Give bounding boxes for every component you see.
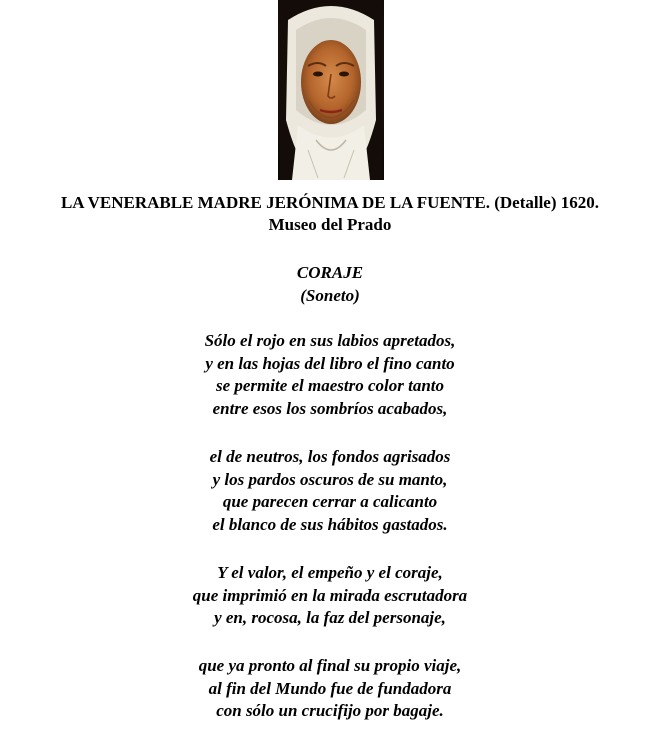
verse: se permite el maestro color tanto: [215, 376, 445, 395]
verse: y los pardos oscuros de su manto,: [212, 469, 448, 489]
verse: entre esos los sombríos acabados,: [212, 398, 448, 418]
stanza-4: [0, 655, 660, 723]
verse: y en, rocosa, la faz del personaje,: [214, 608, 446, 627]
verse: al fin del Mundo fue de fundadora: [208, 678, 452, 698]
verse: que parecen cerrar a calicanto: [222, 492, 438, 511]
poem-subtitle: (Soneto): [300, 286, 360, 305]
stanza-1: [0, 330, 660, 420]
verse: y en las hojas del libro el fino canto: [205, 353, 455, 373]
verse: el blanco de sus hábitos gastados.: [212, 514, 448, 534]
verse: con sólo un crucifijo por bagaje.: [216, 701, 444, 720]
verse: Sólo el rojo en sus labios apretados,: [204, 331, 456, 350]
verse: Y el valor, el empeño y el coraje,: [217, 563, 443, 582]
verse: el de neutros, los fondos agrisados: [209, 447, 451, 466]
portrait-image: [278, 0, 384, 180]
stanza-3: [0, 562, 660, 630]
poem-title: CORAJE: [296, 263, 364, 282]
verse: que imprimió en la mirada escrutadora: [192, 585, 468, 605]
verse: que ya pronto al final su propio viaje,: [198, 656, 462, 675]
stanza-2: [0, 446, 660, 536]
museum-name: Museo del Prado: [268, 215, 392, 234]
artwork-title: LA VENERABLE MADRE JERÓNIMA DE LA FUENTE. (Detalle) 1620.: [60, 193, 600, 212]
